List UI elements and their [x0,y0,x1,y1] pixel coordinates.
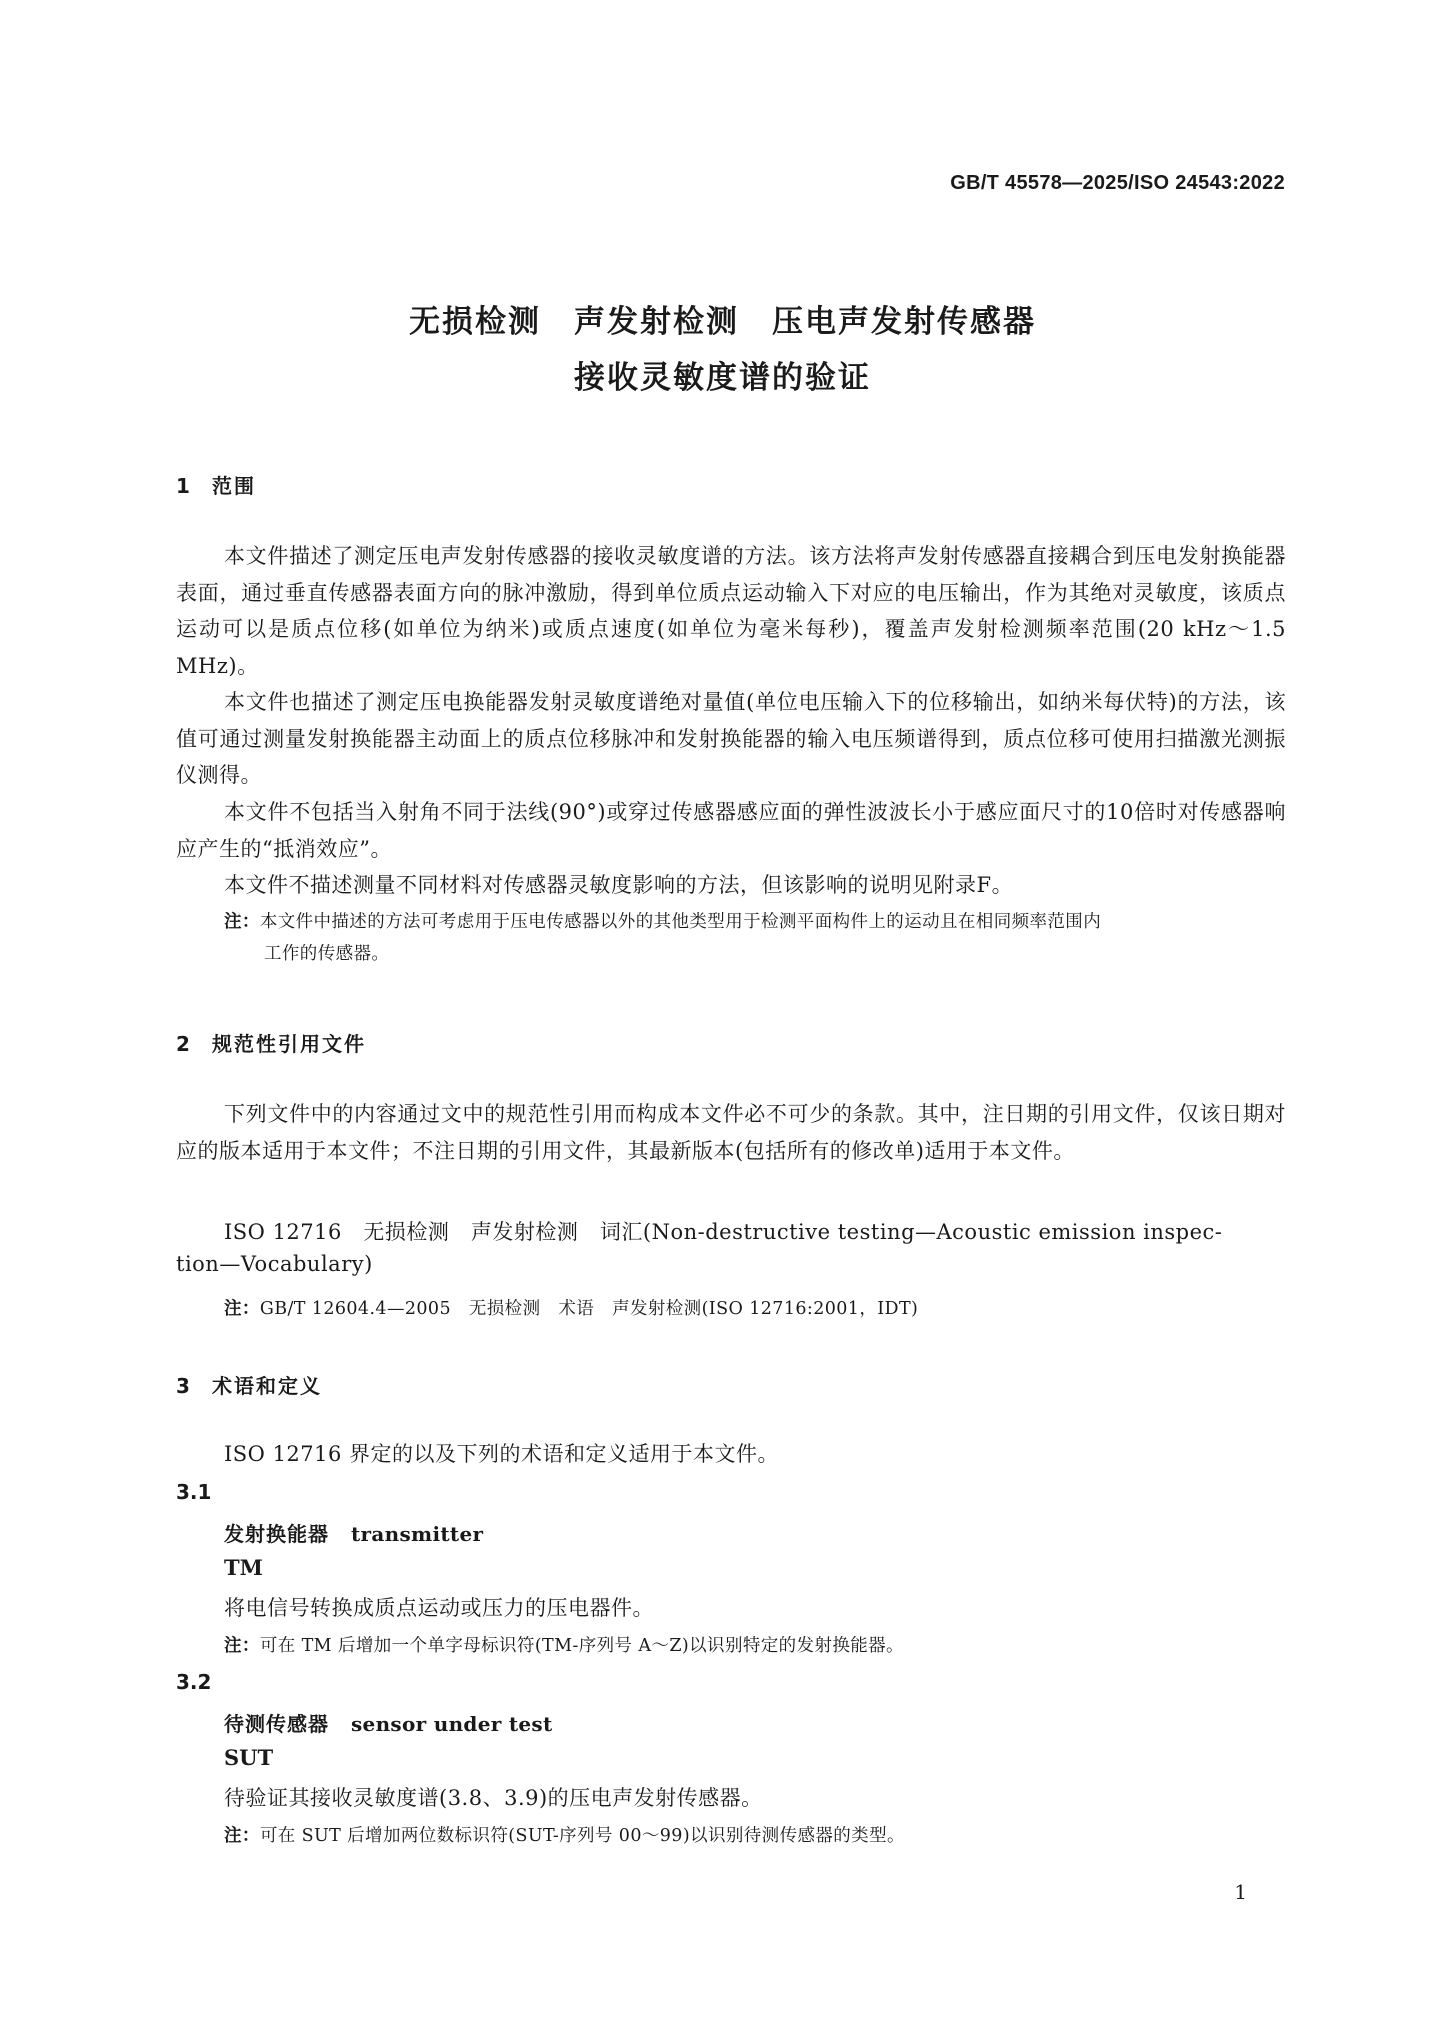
term-abbreviation: SUT [224,1745,274,1770]
note-label: 注： [224,912,260,932]
reference-entry-line1: ISO 12716 无损检测 声发射检测 词汇(Non-destructive testing—Acoustic emission inspec- [224,1220,1223,1244]
scope-paragraph-1: 本文件描述了测定压电声发射传感器的接收灵敏度谱的方法。该方法将声发射传感器直接耦合到压电发射换能器表面，通过垂直传感器表面方向的脉冲激励，得到单位质点运动输入下对应的电压输出，作为其绝对灵敏度，该质点运动可以是质点位移(如单位为纳米)或质点速度(如单位为毫米每秒)，覆盖声发射检测频率范围(20 kHz～1.5 MHz)。 [176,544,1286,678]
term-abbreviation: TM [224,1555,263,1580]
term-note [224,1630,1286,1662]
note-text: 可在 TM 后增加一个单字母标识符(TM-序列号 A～Z)以识别特定的发射换能器。 [259,1636,904,1656]
note-label: 注： [224,1636,260,1656]
note-text-line2: 工作的传感器。 [264,944,390,964]
section-title: 范围 [212,474,256,498]
standard-code: GB/T 45578—2025/ISO 24543:2022 [950,172,1285,194]
references-paragraph: 下列文件中的内容通过文中的规范性引用而构成本文件必不可少的条款。其中，注日期的引用文件，仅该日期对应的版本适用于本文件；不注日期的引用文件，其最新版本(包括所有的修改单)适用于本文件。 [176,1102,1286,1163]
section-2-heading [176,1028,366,1057]
page-number: 1 [1234,1880,1247,1904]
document-title-line2: 接收灵敏度谱的验证 [574,360,871,396]
references-note [224,1293,1286,1325]
note-text: 可在 SUT 后增加两位数标识符(SUT-序列号 00～99)以识别待测传感器的类型。 [259,1826,905,1846]
terms-intro: ISO 12716 界定的以及下列的术语和定义适用于本文件。 [224,1442,780,1466]
term-definition: 待验证其接收灵敏度谱(3.8、3.9)的压电声发射传感器。 [224,1786,763,1810]
term-name-zh: 待测传感器 [224,1712,329,1736]
section-3-heading [176,1370,322,1399]
note-text: GB/T 12604.4—2005 无损检测 术语 声发射检测(ISO 12716:2001，IDT) [259,1299,919,1319]
term-name-en: sensor under test [351,1712,553,1736]
scope-paragraph-3: 本文件不包括当入射角不同于法线(90°)或穿过传感器感应面的弹性波波长小于感应面尺寸的10倍时对传感器响应产生的“抵消效应”。 [176,800,1286,861]
section-1-heading [176,470,256,499]
section-number: 3 [176,1374,192,1398]
scope-paragraph-4: 本文件不描述测量不同材料对传感器灵敏度影响的方法，但该影响的说明见附录F。 [224,873,1014,897]
term-name [224,1518,483,1547]
note-label: 注： [224,1299,260,1319]
document-title-line1: 无损检测 声发射检测 压电声发射传感器 [409,304,1036,340]
term-name-en: transmitter [351,1522,484,1546]
section-title: 术语和定义 [212,1374,322,1398]
section-title: 规范性引用文件 [212,1032,366,1056]
term-definition: 将电信号转换成质点运动或压力的压电器件。 [224,1596,654,1620]
scope-note [224,906,1286,970]
reference-entry-line2: tion—Vocabulary) [176,1252,373,1276]
term-note [224,1820,1286,1852]
section-number: 1 [176,474,192,498]
term-number: 3.2 [176,1670,212,1694]
term-name-zh: 发射换能器 [224,1522,329,1546]
scope-paragraph-2: 本文件也描述了测定压电换能器发射灵敏度谱绝对量值(单位电压输入下的位移输出，如纳米每伏特)的方法，该值可通过测量发射换能器主动面上的质点位移脉冲和发射换能器的输入电压频谱得到，质点位移可使用扫描激光测振仪测得。 [176,690,1286,787]
section-number: 2 [176,1032,192,1056]
note-text-line1: 本文件中描述的方法可考虑用于压电传感器以外的其他类型用于检测平面构件上的运动且在相同频率范围内 [259,912,1102,932]
term-name [224,1708,552,1737]
note-label: 注： [224,1826,260,1846]
term-number: 3.1 [176,1480,212,1504]
